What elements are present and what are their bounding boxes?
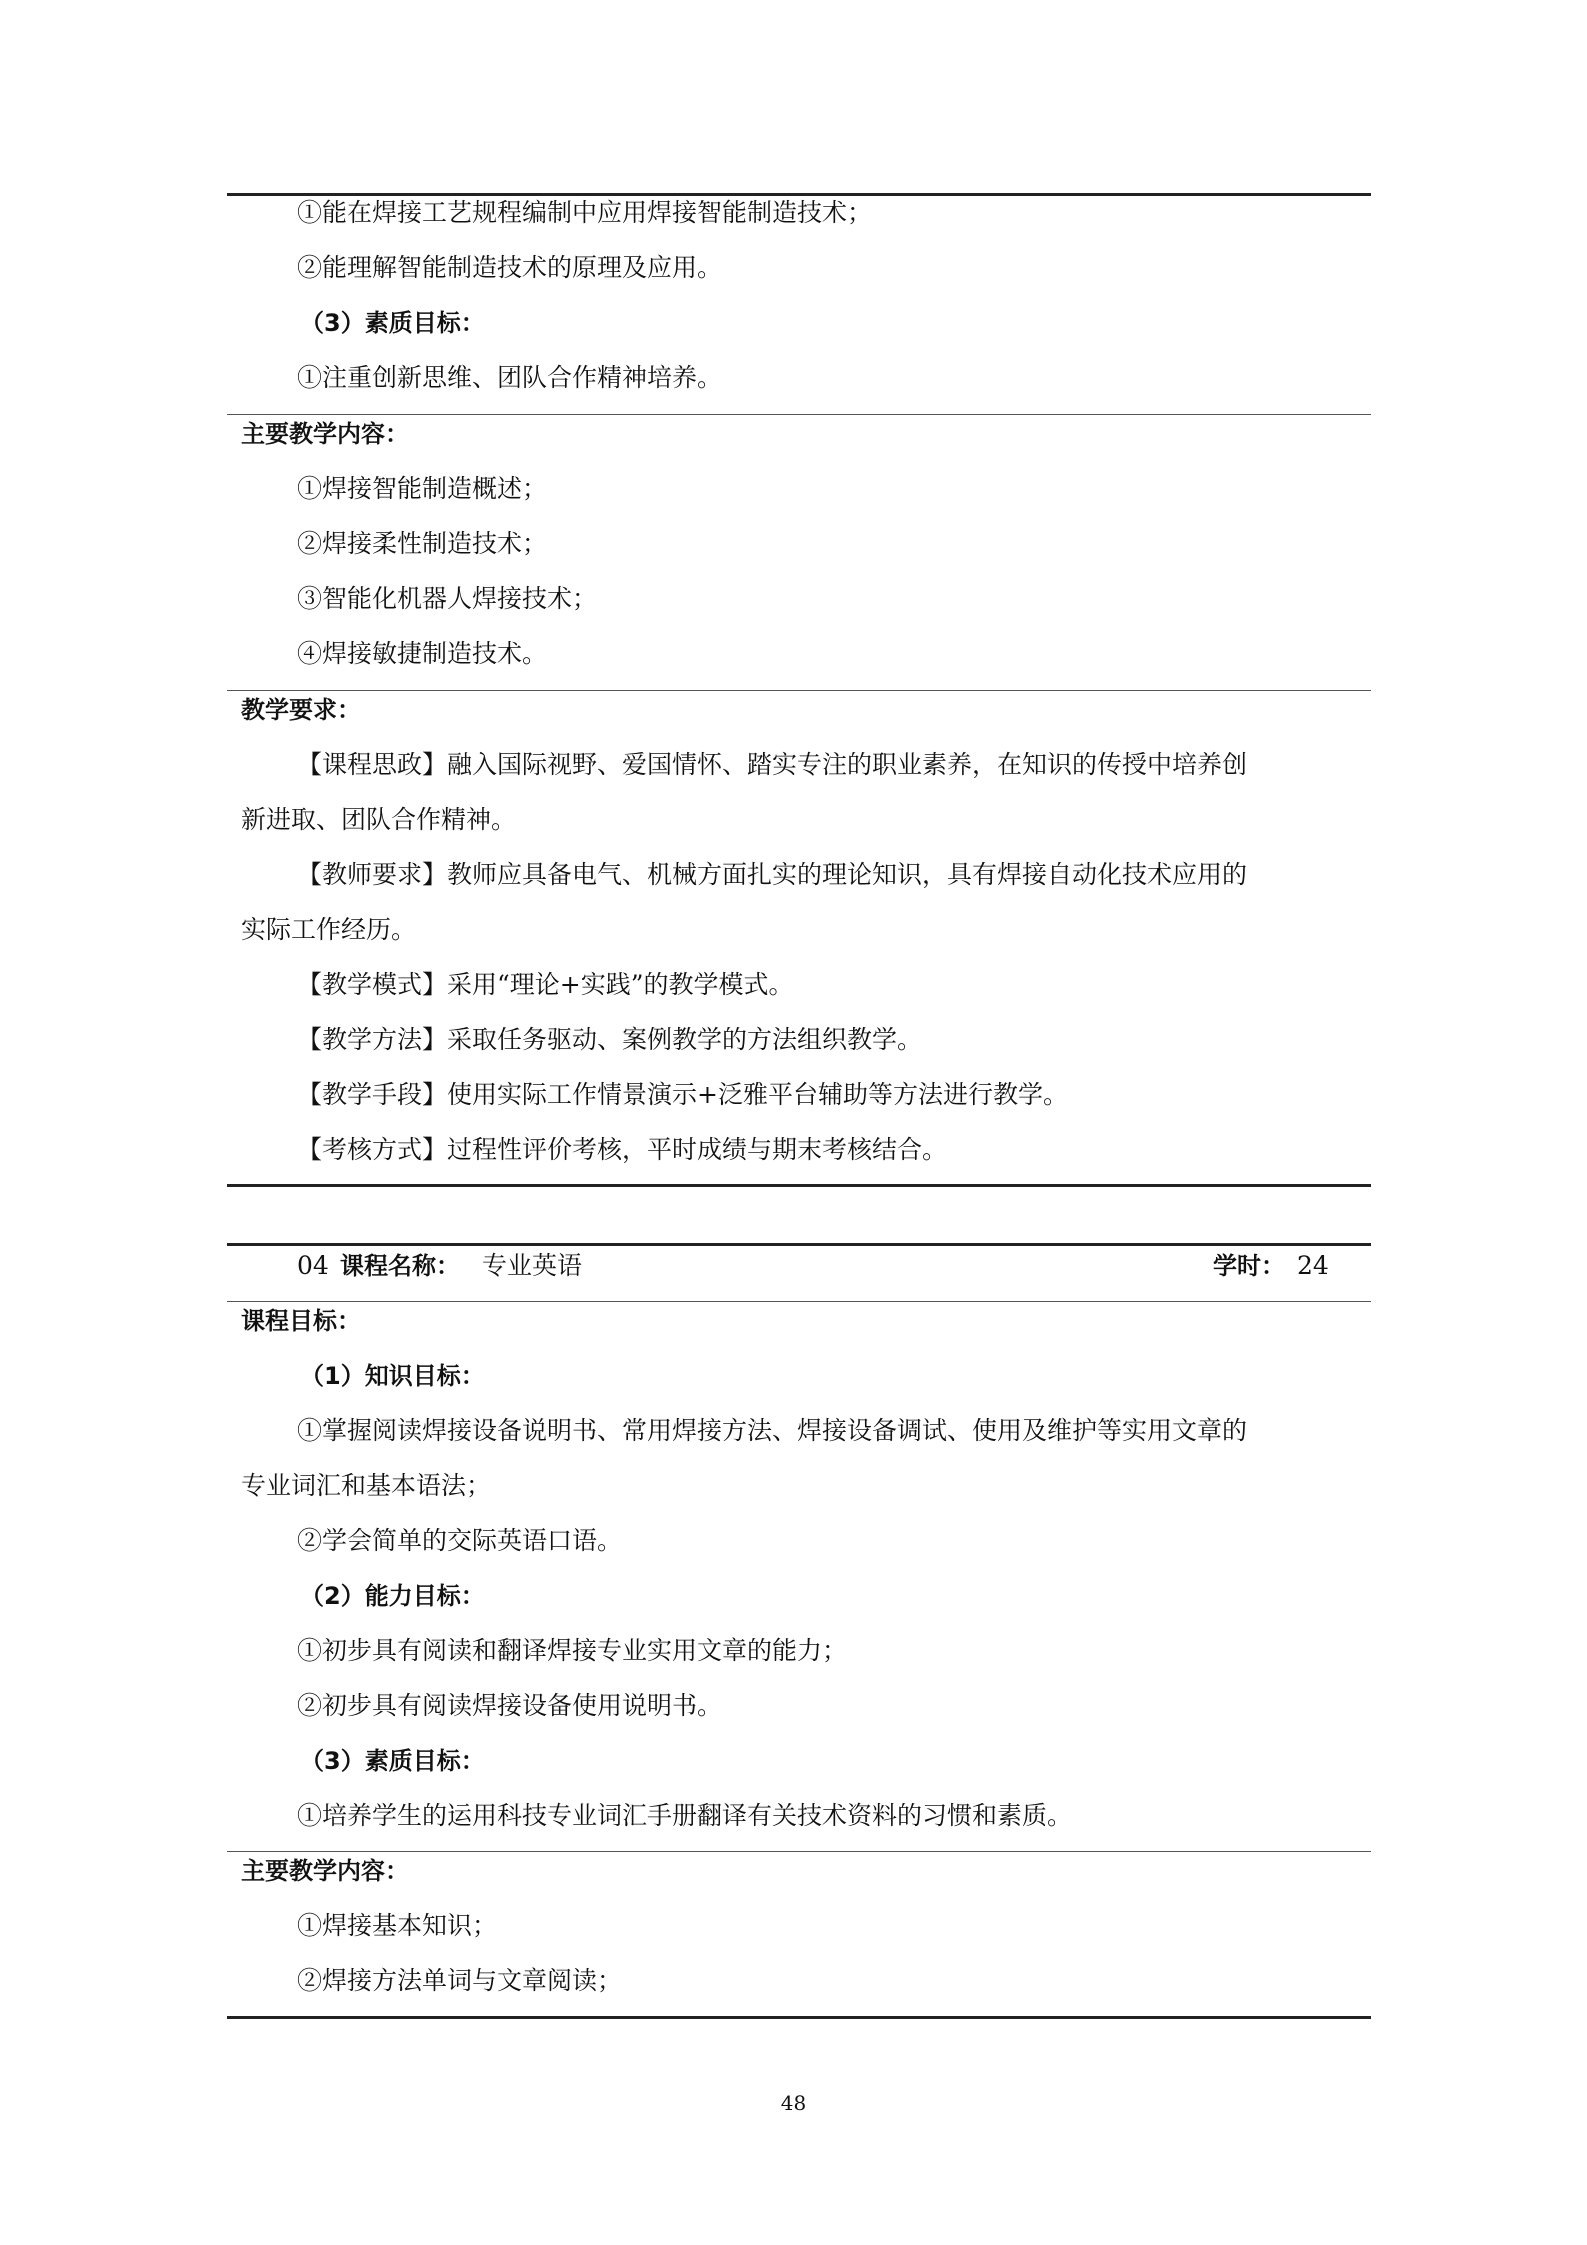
course-hours-label: 学时：	[1213, 1252, 1285, 1280]
content-item: ②焊接方法单词与文章阅读；	[297, 1966, 623, 1995]
goal-line: ①能在焊接工艺规程编制中应用焊接智能制造技术；	[297, 198, 873, 227]
requirement-line: 【课程思政】融入国际视野、爱国情怀、踏实专注的职业素养，在知识的传授中培养创	[297, 750, 1248, 779]
requirement-line: 【考核方式】过程性评价考核，平时成绩与期末考核结合。	[297, 1135, 948, 1164]
knowledge-heading: （1）知识目标：	[300, 1362, 485, 1390]
quality-heading: （3）素质目标：	[300, 1747, 485, 1775]
ability-line: ①初步具有阅读和翻译焊接专业实用文章的能力；	[297, 1636, 848, 1665]
content-item: ①焊接智能制造概述；	[297, 474, 548, 503]
content-item: ①焊接基本知识；	[297, 1911, 498, 1940]
goal-line: ②能理解智能制造技术的原理及应用。	[297, 253, 723, 282]
course-header	[0, 1246, 1587, 1286]
bottom-rule	[227, 2016, 1371, 2019]
content-item: ④焊接敏捷制造技术。	[297, 639, 548, 668]
requirement-line: 【教师要求】教师应具备电气、机械方面扎实的理论知识，具有焊接自动化技术应用的	[297, 860, 1248, 889]
quality-goal-heading: （3）素质目标：	[300, 309, 485, 337]
requirements-heading: 教学要求：	[241, 696, 361, 724]
requirement-line: 【教学模式】采用“理论+实践”的教学模式。	[297, 970, 794, 999]
quality-line: ①培养学生的运用科技专业词汇手册翻译有关技术资料的习惯和素质。	[297, 1801, 1073, 1830]
ability-heading: （2）能力目标：	[300, 1582, 485, 1610]
page-number: 48	[780, 2091, 807, 2115]
requirement-line: 实际工作经历。	[241, 915, 417, 944]
course-number: 04	[297, 1251, 329, 1280]
goals-heading: 课程目标：	[241, 1307, 361, 1335]
content-item: ②焊接柔性制造技术；	[297, 529, 548, 558]
requirement-line: 【教学手段】使用实际工作情景演示+泛雅平台辅助等方法进行教学。	[297, 1080, 1068, 1109]
requirement-line: 【教学方法】采取任务驱动、案例教学的方法组织教学。	[297, 1025, 923, 1054]
content-heading: 主要教学内容：	[241, 1857, 409, 1885]
knowledge-line: 专业词汇和基本语法；	[241, 1471, 492, 1500]
requirement-line: 新进取、团队合作精神。	[241, 805, 517, 834]
knowledge-line: ②学会简单的交际英语口语。	[297, 1526, 623, 1555]
course-name: 专业英语	[482, 1251, 583, 1280]
content-item: ③智能化机器人焊接技术；	[297, 584, 598, 613]
course-hours: 24	[1297, 1251, 1329, 1280]
goal-line: ①注重创新思维、团队合作精神培养。	[297, 363, 723, 392]
section-end-rule	[227, 1184, 1371, 1187]
knowledge-line: ①掌握阅读焊接设备说明书、常用焊接方法、焊接设备调试、使用及维护等实用文章的	[297, 1416, 1248, 1445]
course-name-label: 课程名称：	[340, 1252, 460, 1280]
ability-line: ②初步具有阅读焊接设备使用说明书。	[297, 1691, 723, 1720]
content-heading: 主要教学内容：	[241, 420, 409, 448]
